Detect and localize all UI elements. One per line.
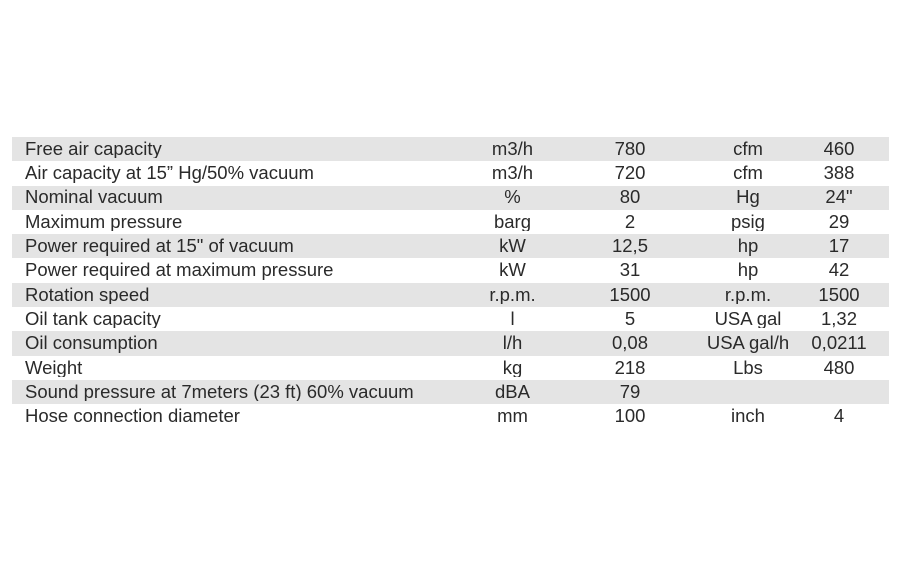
metric-value: 100: [614, 407, 646, 426]
table-row: [12, 356, 889, 380]
metric-value: 80: [619, 188, 641, 207]
metric-unit: kW: [499, 261, 526, 280]
table-row: [12, 258, 889, 282]
metric-value: 2: [624, 212, 636, 232]
imperial-value: 480: [823, 358, 855, 378]
metric-value: 0,08: [611, 334, 648, 353]
table-row: [12, 234, 889, 258]
row-label: Nominal vacuum: [25, 188, 163, 207]
metric-unit: kW: [499, 237, 526, 256]
metric-unit: m3/h: [491, 139, 534, 159]
imperial-unit: hp: [737, 261, 759, 280]
metric-value: 12,5: [611, 237, 648, 256]
imperial-value: 4: [833, 407, 845, 426]
imperial-value: 24": [825, 188, 853, 207]
imperial-value: 29: [828, 212, 850, 232]
metric-unit: kg: [502, 358, 523, 378]
metric-value: 218: [614, 358, 646, 378]
imperial-unit: cfm: [733, 139, 763, 159]
metric-unit: l/h: [502, 334, 523, 353]
metric-unit: %: [504, 188, 521, 207]
imperial-unit: USA gal: [714, 309, 782, 329]
metric-unit: l: [510, 309, 515, 329]
metric-value: 780: [614, 139, 646, 159]
imperial-unit: r.p.m.: [724, 285, 772, 305]
row-label: Power required at 15" of vacuum: [25, 237, 294, 256]
table-row: [12, 404, 889, 428]
row-label: Maximum pressure: [25, 212, 183, 232]
metric-value: 1500: [609, 285, 651, 305]
imperial-value: 17: [828, 237, 850, 256]
row-label: Weight: [25, 358, 83, 378]
spec-table: [12, 137, 889, 429]
row-label: Free air capacity: [25, 139, 162, 159]
metric-unit: dBA: [495, 382, 530, 402]
imperial-value: 0,0211: [811, 334, 867, 353]
row-label: Rotation speed: [25, 285, 150, 305]
imperial-unit: Hg: [736, 188, 760, 207]
imperial-unit: Lbs: [733, 358, 763, 378]
table-row: [12, 331, 889, 355]
metric-value: 79: [619, 382, 641, 402]
imperial-unit: inch: [731, 407, 765, 426]
imperial-unit: psig: [731, 212, 765, 232]
imperial-value: 460: [823, 139, 855, 159]
row-label: Oil tank capacity: [25, 309, 161, 329]
table-row: [12, 161, 889, 185]
imperial-unit: hp: [737, 237, 759, 256]
table-row: [12, 307, 889, 331]
imperial-value: 1500: [818, 285, 860, 305]
table-row: [12, 186, 889, 210]
imperial-unit: cfm: [733, 164, 763, 183]
row-label: Oil consumption: [25, 334, 158, 353]
metric-unit: barg: [493, 212, 532, 232]
metric-unit: m3/h: [491, 164, 534, 183]
metric-unit: r.p.m.: [489, 285, 536, 305]
imperial-unit: USA gal/h: [706, 334, 790, 353]
row-label: Hose connection diameter: [25, 407, 240, 426]
metric-unit: mm: [497, 407, 528, 426]
row-label: Sound pressure at 7meters (23 ft) 60% vacuum: [25, 382, 414, 402]
row-label: Air capacity at 15” Hg/50% vacuum: [25, 164, 314, 183]
metric-value: 31: [619, 261, 641, 280]
imperial-value: 1,32: [820, 309, 857, 329]
imperial-value: 42: [828, 261, 850, 280]
table-row: [12, 210, 889, 234]
imperial-value: 388: [823, 164, 855, 183]
metric-value: 5: [624, 309, 636, 329]
table-row: [12, 283, 889, 307]
table-row: [12, 137, 889, 161]
table-row: [12, 380, 889, 404]
metric-value: 720: [614, 164, 646, 183]
row-label: Power required at maximum pressure: [25, 261, 334, 280]
